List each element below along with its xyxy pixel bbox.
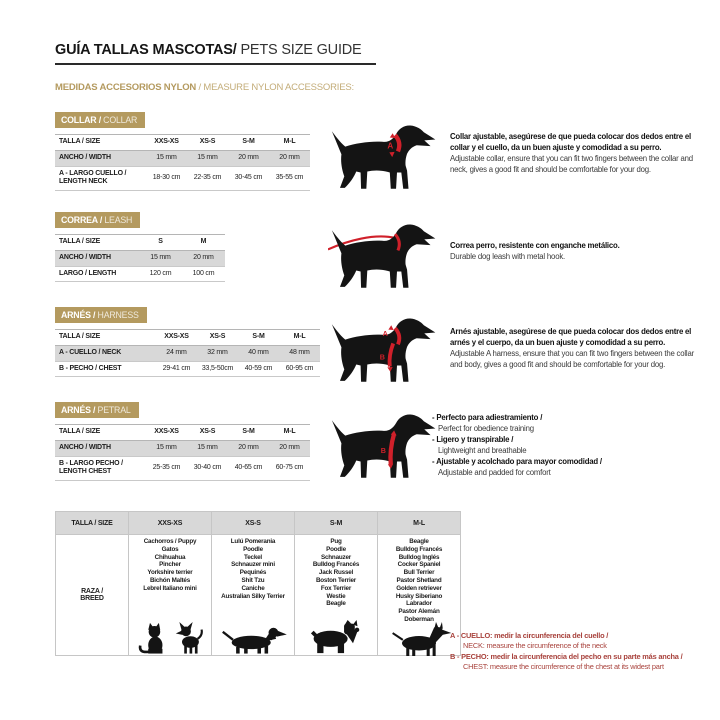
size-column-header: M-L: [283, 428, 296, 435]
feature-item: [432, 435, 694, 456]
breed-table: [55, 511, 461, 656]
harness-badge: [55, 307, 147, 323]
collar-section: [55, 110, 310, 191]
breed-cell-xxs-xs: [129, 535, 212, 656]
measure-value: 33,5-50cm: [201, 364, 234, 372]
badge-label-es: CORREA /: [61, 215, 103, 225]
badge-label-en: PETRAL: [95, 405, 131, 415]
measure-row-label: A - CUELLO / NECK: [59, 348, 122, 356]
measure-value: 24 mm: [166, 348, 187, 356]
page-subtitle-en: / MEASURE NYLON ACCESSORIES:: [198, 82, 354, 93]
breed-cell-m-l: [378, 535, 461, 656]
breed-item: Labrador: [406, 600, 432, 608]
breed-item: Cachorros / Puppy: [143, 538, 197, 545]
description-es: Correa perro, resistente con enganche metálico.: [450, 241, 620, 250]
measure-value: 100 cm: [192, 269, 215, 277]
measure-value: 15 mm: [150, 253, 171, 261]
dog-with-red-chest-strap-icon: [328, 409, 443, 491]
dog-with-red-leash-icon: [328, 219, 443, 301]
breed-header-size: TALLA / SIZE: [56, 512, 129, 535]
page-subtitle: [55, 82, 354, 93]
description-en: Adjustable A harness, ensure that you can fit two fingers between the collar and body, gives a good fit and should be comfortable for your dog.: [450, 349, 694, 370]
breed-item: Pastor Shetland: [396, 576, 442, 584]
breed-item: Caniche: [241, 584, 265, 592]
breed-list: [143, 535, 196, 593]
breed-header-xs-s: XS-S: [212, 512, 295, 535]
breed-cell-xs-s: [212, 535, 295, 656]
harness-section: [55, 305, 320, 377]
breed-item: Bull Terrier: [403, 569, 435, 577]
breed-list: [396, 535, 442, 624]
breed-item: Australian Silky Terrier: [221, 592, 285, 600]
dog-with-red-collar-icon: [328, 120, 443, 202]
breed-row-label-text: RAZA / BREED: [80, 588, 104, 602]
description-es: Arnés ajustable, asegúrese de que pueda colocar dos dedos entre el arnés y el cuerpo, da un buen ajuste y comodidad a su perro.: [450, 327, 692, 348]
breed-item: Beagle: [409, 538, 429, 545]
measure-value: 29-41 cm: [162, 364, 191, 372]
size-column-header: XS-S: [199, 428, 216, 435]
size-column-header: XXS-XS: [154, 138, 179, 145]
breed-item: Poodle: [326, 545, 346, 553]
breed-item: Bulldog Francés: [395, 545, 443, 553]
note-es: A - CUELLO: medir la circunferencia del cuello /: [450, 631, 609, 640]
breed-item: Husky Siberiano: [395, 592, 443, 600]
size-column-header: M-L: [293, 333, 306, 340]
breed-item: Fox Terrier: [320, 584, 352, 592]
breed-cell-s-m: [295, 535, 378, 656]
description-en: Adjustable collar, ensure that you can fit two fingers between the collar and neck, gives a good fit and should be comfortable for your dog.: [450, 154, 693, 175]
measure-value: 48 mm: [289, 348, 310, 356]
dog-with-red-harness-icon: [328, 313, 443, 395]
measure-row: [55, 150, 310, 166]
description-en: Durable dog leash with metal hook.: [450, 252, 565, 262]
badge-label-en: HARNESS: [95, 310, 139, 320]
breed-row-label: [56, 535, 129, 656]
measure-row-label: ANCHO / WIDTH: [59, 443, 111, 451]
measure-row: [55, 361, 320, 377]
measure-row: [55, 456, 310, 481]
page-title-es: GUÍA TALLAS MASCOTAS/: [55, 42, 237, 58]
measure-value: 22-35 cm: [193, 173, 222, 181]
size-column-header: XXS-XS: [164, 333, 189, 340]
breed-item: Golden retriever: [396, 584, 442, 592]
size-column-header: XS-S: [209, 333, 226, 340]
measurement-notes: [450, 631, 718, 672]
feature-item: [432, 457, 694, 478]
measure-row: [55, 440, 310, 456]
breed-item: Lebrel Italiano mini: [143, 584, 197, 592]
size-column-header: S-M: [242, 428, 255, 435]
measure-row: [55, 266, 225, 282]
breed-item: Schnauzer mini: [231, 561, 275, 569]
size-header-row: [55, 425, 310, 441]
size-column-header: XXS-XS: [154, 428, 179, 435]
size-label-header: TALLA / SIZE: [59, 428, 101, 435]
breed-item: Shit Tzu: [241, 576, 265, 584]
measure-value: 15 mm: [156, 153, 177, 161]
page-title: [55, 42, 376, 65]
leash-description: [450, 240, 708, 262]
size-column-header: S: [158, 238, 163, 245]
breed-item: Doberman: [404, 615, 434, 623]
breed-item: Bulldog Francés: [312, 561, 360, 569]
marker-letter: A: [387, 141, 394, 151]
breed-item: Lulú Pomerania: [230, 538, 276, 545]
breed-header-row: [56, 512, 461, 535]
size-column-header: M-L: [283, 138, 296, 145]
note-item: [450, 631, 718, 652]
measure-value: 35-55 cm: [275, 173, 304, 181]
marker-letter: A: [382, 329, 388, 338]
petral-section: [55, 400, 310, 481]
size-label-header: TALLA / SIZE: [59, 138, 101, 145]
breed-item: Chihuahua: [154, 553, 186, 561]
breed-item: Gatos: [161, 545, 179, 553]
badge-label-en: LEASH: [102, 215, 133, 225]
size-column-header: XS-S: [199, 138, 216, 145]
feature-es: - Ajustable y acolchado para mayor comodidad /: [432, 457, 602, 467]
feature-en: Lightweight and breathable: [438, 445, 527, 455]
measure-value: 40-65 cm: [234, 463, 263, 471]
leash-size-table: [55, 234, 225, 282]
feature-en: Perfect for obedience training: [438, 423, 534, 433]
measure-value: 20 mm: [193, 253, 214, 261]
feature-es: - Perfecto para adiestramiento /: [432, 413, 543, 422]
leash-badge: [55, 212, 140, 228]
breed-list: [313, 535, 359, 608]
schnauzer-icon: [303, 622, 369, 655]
breed-list: [221, 535, 285, 600]
measure-value: 40-59 cm: [244, 364, 273, 372]
breed-item: Pug: [330, 538, 342, 545]
measure-value: 120 cm: [149, 269, 172, 277]
note-item: [450, 652, 718, 673]
breed-item: Jack Russel: [318, 569, 354, 577]
measure-row-label: B - PECHO / CHEST: [59, 364, 122, 372]
measure-value: 30-40 cm: [193, 463, 222, 471]
breed-item: Bulldog Inglés: [398, 553, 440, 561]
breed-item: Pastor Alemán: [398, 608, 440, 616]
page-title-en: PETS SIZE GUIDE: [236, 42, 362, 58]
feature-es: - Ligero y transpirable /: [432, 435, 514, 445]
cat-and-chihuahua-icon: [132, 622, 208, 655]
feature-en: Adjustable and padded for comfort: [438, 467, 551, 477]
harness-description: [450, 326, 708, 370]
measure-value: 15 mm: [197, 443, 218, 451]
breed-body-row: [56, 535, 461, 656]
badge-label-es: COLLAR /: [61, 115, 101, 125]
collar-description: [450, 131, 708, 175]
breed-item: Schnauzer: [320, 553, 352, 561]
measure-row: [55, 345, 320, 361]
collar-size-table: [55, 134, 310, 191]
measure-row: [55, 250, 225, 266]
badge-label-es: ARNÉS /: [61, 405, 96, 415]
size-header-row: [55, 330, 320, 346]
measure-row-label: A - LARGO CUELLO / LENGTH NECK: [59, 169, 127, 186]
petral-size-table: [55, 424, 310, 481]
note-en: CHEST: measure the circumference of the chest at its widest part: [463, 662, 664, 672]
measure-row-label: B - LARGO PECHO / LENGTH CHEST: [59, 459, 123, 476]
petral-feature-list: [432, 413, 694, 479]
measure-value: 60-95 cm: [285, 364, 314, 372]
measure-value: 15 mm: [156, 443, 177, 451]
size-column-header: M: [200, 238, 207, 245]
dachshund-icon: [215, 622, 291, 655]
measure-value: 20 mm: [238, 443, 259, 451]
measure-value: 40 mm: [248, 348, 269, 356]
size-header-row: [55, 235, 225, 251]
size-label-header: TALLA / SIZE: [59, 238, 101, 245]
breed-item: Pequinés: [239, 569, 267, 577]
measure-value: 32 mm: [207, 348, 228, 356]
measure-row-label: LARGO / LENGTH: [59, 269, 117, 277]
feature-item: [432, 413, 694, 434]
breed-header-m-l: M-L: [378, 512, 461, 535]
breed-item: Poodle: [243, 545, 263, 553]
measure-value: 20 mm: [279, 153, 300, 161]
collar-badge: [55, 112, 145, 128]
measure-value: 20 mm: [238, 153, 259, 161]
badge-label-es: ARNÉS /: [61, 310, 96, 320]
breed-item: Bichón Maltés: [149, 576, 191, 584]
breed-header-s-m: S-M: [295, 512, 378, 535]
breed-item: Cocker Spaniel: [397, 561, 441, 569]
measure-value: 60-75 cm: [275, 463, 304, 471]
marker-letter: B: [379, 353, 385, 362]
measure-value: 18-30 cm: [152, 173, 181, 181]
breed-item: Beagle: [326, 600, 346, 608]
description-es: Collar ajustable, asegúrese de que pueda colocar dos dedos entre el collar y el cuello, da un buen ajuste y comodidad a su perro.: [450, 132, 691, 153]
size-label-header: TALLA / SIZE: [59, 333, 101, 340]
page-subtitle-es: MEDIDAS ACCESORIOS NYLON: [55, 82, 199, 93]
breed-item: Pincher: [159, 561, 181, 569]
size-header-row: [55, 135, 310, 151]
size-column-header: S-M: [242, 138, 255, 145]
doberman-icon: [381, 624, 457, 657]
petral-badge: [55, 402, 139, 418]
breed-item: Westie: [326, 592, 346, 600]
harness-size-table: [55, 329, 320, 377]
measure-row: [55, 166, 310, 191]
breed-item: Teckel: [244, 553, 262, 561]
measure-row-label: ANCHO / WIDTH: [59, 253, 111, 261]
size-column-header: S-M: [252, 333, 265, 340]
breed-item: Boston Terrier: [315, 576, 357, 584]
measure-value: 30-45 cm: [234, 173, 263, 181]
note-es: B - PECHO: medir la circunferencia del pecho en su parte más ancha /: [450, 651, 683, 661]
badge-label-en: COLLAR: [100, 115, 138, 125]
note-en: NECK: measure the circumference of the neck: [463, 641, 607, 651]
breed-header-xxs-xs: XXS-XS: [129, 512, 212, 535]
measure-value: 25-35 cm: [152, 463, 181, 471]
measure-row-label: ANCHO / WIDTH: [59, 153, 111, 161]
measure-value: 20 mm: [279, 443, 300, 451]
marker-letter: B: [380, 446, 386, 455]
breed-item: Yorkshire terrier: [147, 569, 193, 577]
measure-value: 15 mm: [197, 153, 218, 161]
leash-section: [55, 210, 225, 282]
